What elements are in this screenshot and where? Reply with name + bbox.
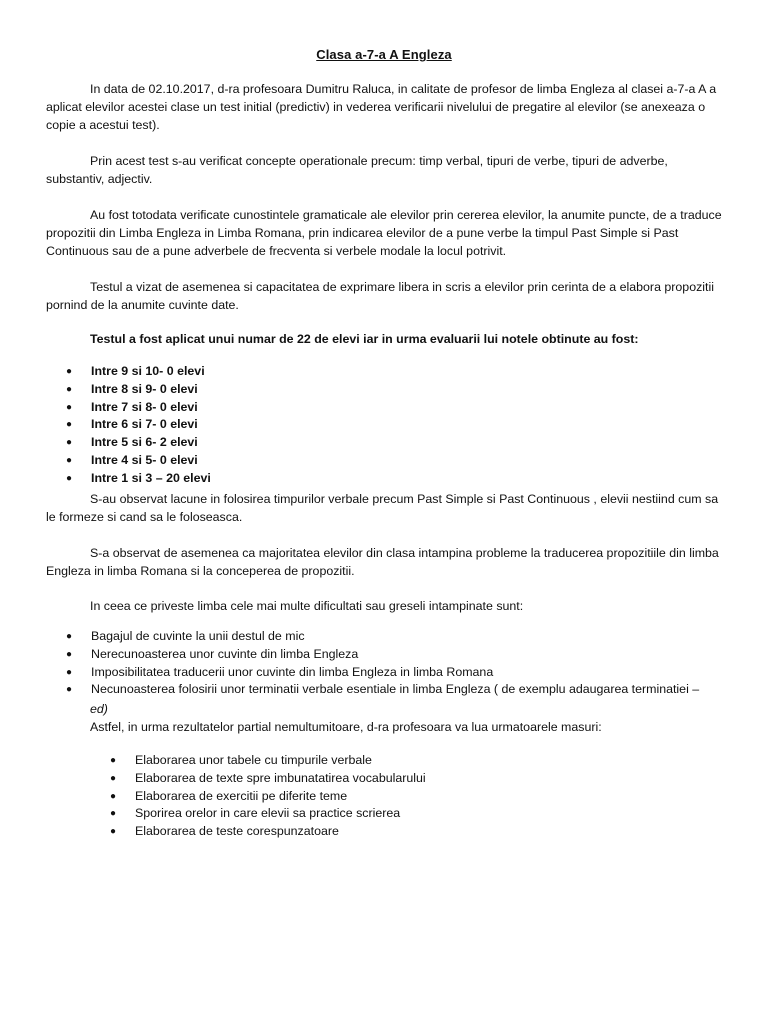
bullet-icon: ● — [66, 648, 73, 660]
bullet-icon: ● — [66, 666, 73, 678]
paragraph-difficulties-intro-text: In ceea ce priveste limba cele mai multe dificultati sau greseli intampinate sunt: — [90, 599, 524, 613]
paragraph-translation — [46, 544, 722, 580]
list-item: ● Intre 9 si 10- 0 elevi — [91, 363, 211, 381]
list-item: ● Intre 6 si 7- 0 elevi — [91, 416, 211, 434]
paragraph-results-intro-text: Testul a fost aplicat unui numar de 22 de elevi iar in urma evaluarii lui notele obtinute au fost: — [90, 332, 639, 346]
paragraph-intro — [46, 80, 722, 134]
list-item: ● Sporirea orelor in care elevii sa practice scrierea — [135, 805, 426, 823]
list-item: ● Elaborarea unor tabele cu timpurile verbale — [135, 752, 426, 770]
bullet-icon: ● — [66, 631, 73, 642]
list-item: ● Intre 5 si 6- 2 elevi — [91, 434, 211, 452]
list-item: ● Intre 8 si 9- 0 elevi — [91, 381, 211, 399]
paragraph-expression — [46, 278, 722, 314]
bullet-icon: ● — [110, 772, 117, 784]
list-item: ● Bagajul de cuvinte la unii destul de mic — [91, 628, 731, 646]
paragraph-expression-text: Testul a vizat de asemenea si capacitatea de exprimare libera in scris a elevilor prin cerinta de a elabora propozitii pornind de la anumite cuvinte date. — [46, 280, 714, 312]
paragraph-grammar — [46, 206, 722, 260]
list-item: ● Necunoasterea folosirii unor terminatii verbale esentiale in limba Engleza ( de exemplu adaugarea terminatiei – — [91, 681, 731, 699]
difficulties-list — [66, 628, 731, 699]
bullet-icon: ● — [66, 437, 73, 449]
paragraph-difficulties-intro — [46, 597, 722, 615]
paragraph-gaps — [46, 490, 722, 526]
paragraph-grammar-text: Au fost totodata verificate cunostintele gramaticale ale elevilor prin cererea elevilor, la anumite puncte, de a traduce propozitii din Limba Engleza in Limba Romana, prin indicarea elevilor de a pune verbe la timpul Past Simple si Past Continuous sau de a pune adverbele de frecventa si verbele modale la locul potrivit. — [46, 208, 722, 258]
paragraph-intro-text: In data de 02.10.2017, d-ra profesoara Dumitru Raluca, in calitate de profesor de limba Engleza al clasei a-7-a A a aplicat elevilor acestei clase un test initial (predictiv) in vederea verificarii nivelului de pregatire al elevilor (se anexeaza o copie a acestui test). — [46, 82, 717, 132]
bullet-icon: ● — [66, 454, 73, 466]
bullet-icon: ● — [66, 684, 73, 696]
bullet-icon: ● — [66, 419, 73, 431]
paragraph-concepts-text: Prin acest test s-au verificat concepte operationale precum: timp verbal, tipuri de verbe, tipuri de adverbe, substantiv, adjectiv. — [46, 154, 668, 186]
bullet-icon: ● — [66, 366, 73, 377]
list-item: ● Elaborarea de exercitii pe diferite teme — [135, 788, 426, 806]
paragraph-translation-text: S-a observat de asemenea ca majoritatea elevilor din clasa intampina probleme la traducerea propozitiile din limba Engleza in limba Romana si la conceperea de propozitii. — [46, 546, 719, 578]
difficulties-tail: ed) — [90, 702, 108, 716]
bullet-icon: ● — [110, 755, 117, 766]
bullet-icon: ● — [110, 808, 117, 820]
list-item: ● Elaborarea de teste corespunzatoare — [135, 823, 426, 841]
bullet-icon: ● — [110, 790, 117, 802]
grades-list — [66, 363, 211, 488]
paragraph-measures-intro: Astfel, in urma rezultatelor partial nemultumitoare, d-ra profesoara va lua urmatoarele masuri: — [90, 720, 602, 734]
bullet-icon: ● — [110, 826, 117, 838]
list-item: ● Nerecunoasterea unor cuvinte din limba Engleza — [91, 646, 731, 664]
list-item: ● Intre 1 si 3 – 20 elevi — [91, 470, 211, 488]
bullet-icon: ● — [66, 383, 73, 395]
list-item: ● Intre 7 si 8- 0 elevi — [91, 399, 211, 417]
bullet-icon: ● — [66, 401, 73, 413]
document-title: Clasa a-7-a A Engleza — [316, 47, 452, 62]
paragraph-results-intro — [46, 330, 722, 348]
list-item: ● Imposibilitatea traducerii unor cuvinte din limba Engleza in limba Romana — [91, 664, 731, 682]
list-item: ● Elaborarea de texte spre imbunatatirea vocabularului — [135, 770, 426, 788]
paragraph-concepts — [46, 152, 722, 188]
paragraph-gaps-text: S-au observat lacune in folosirea timpurilor verbale precum Past Simple si Past Continuous , elevii nestiind cum sa le formeze si cand sa le foloseasca. — [46, 492, 719, 524]
list-item: ● Intre 4 si 5- 0 elevi — [91, 452, 211, 470]
bullet-icon: ● — [66, 472, 73, 484]
measures-list — [110, 752, 426, 841]
